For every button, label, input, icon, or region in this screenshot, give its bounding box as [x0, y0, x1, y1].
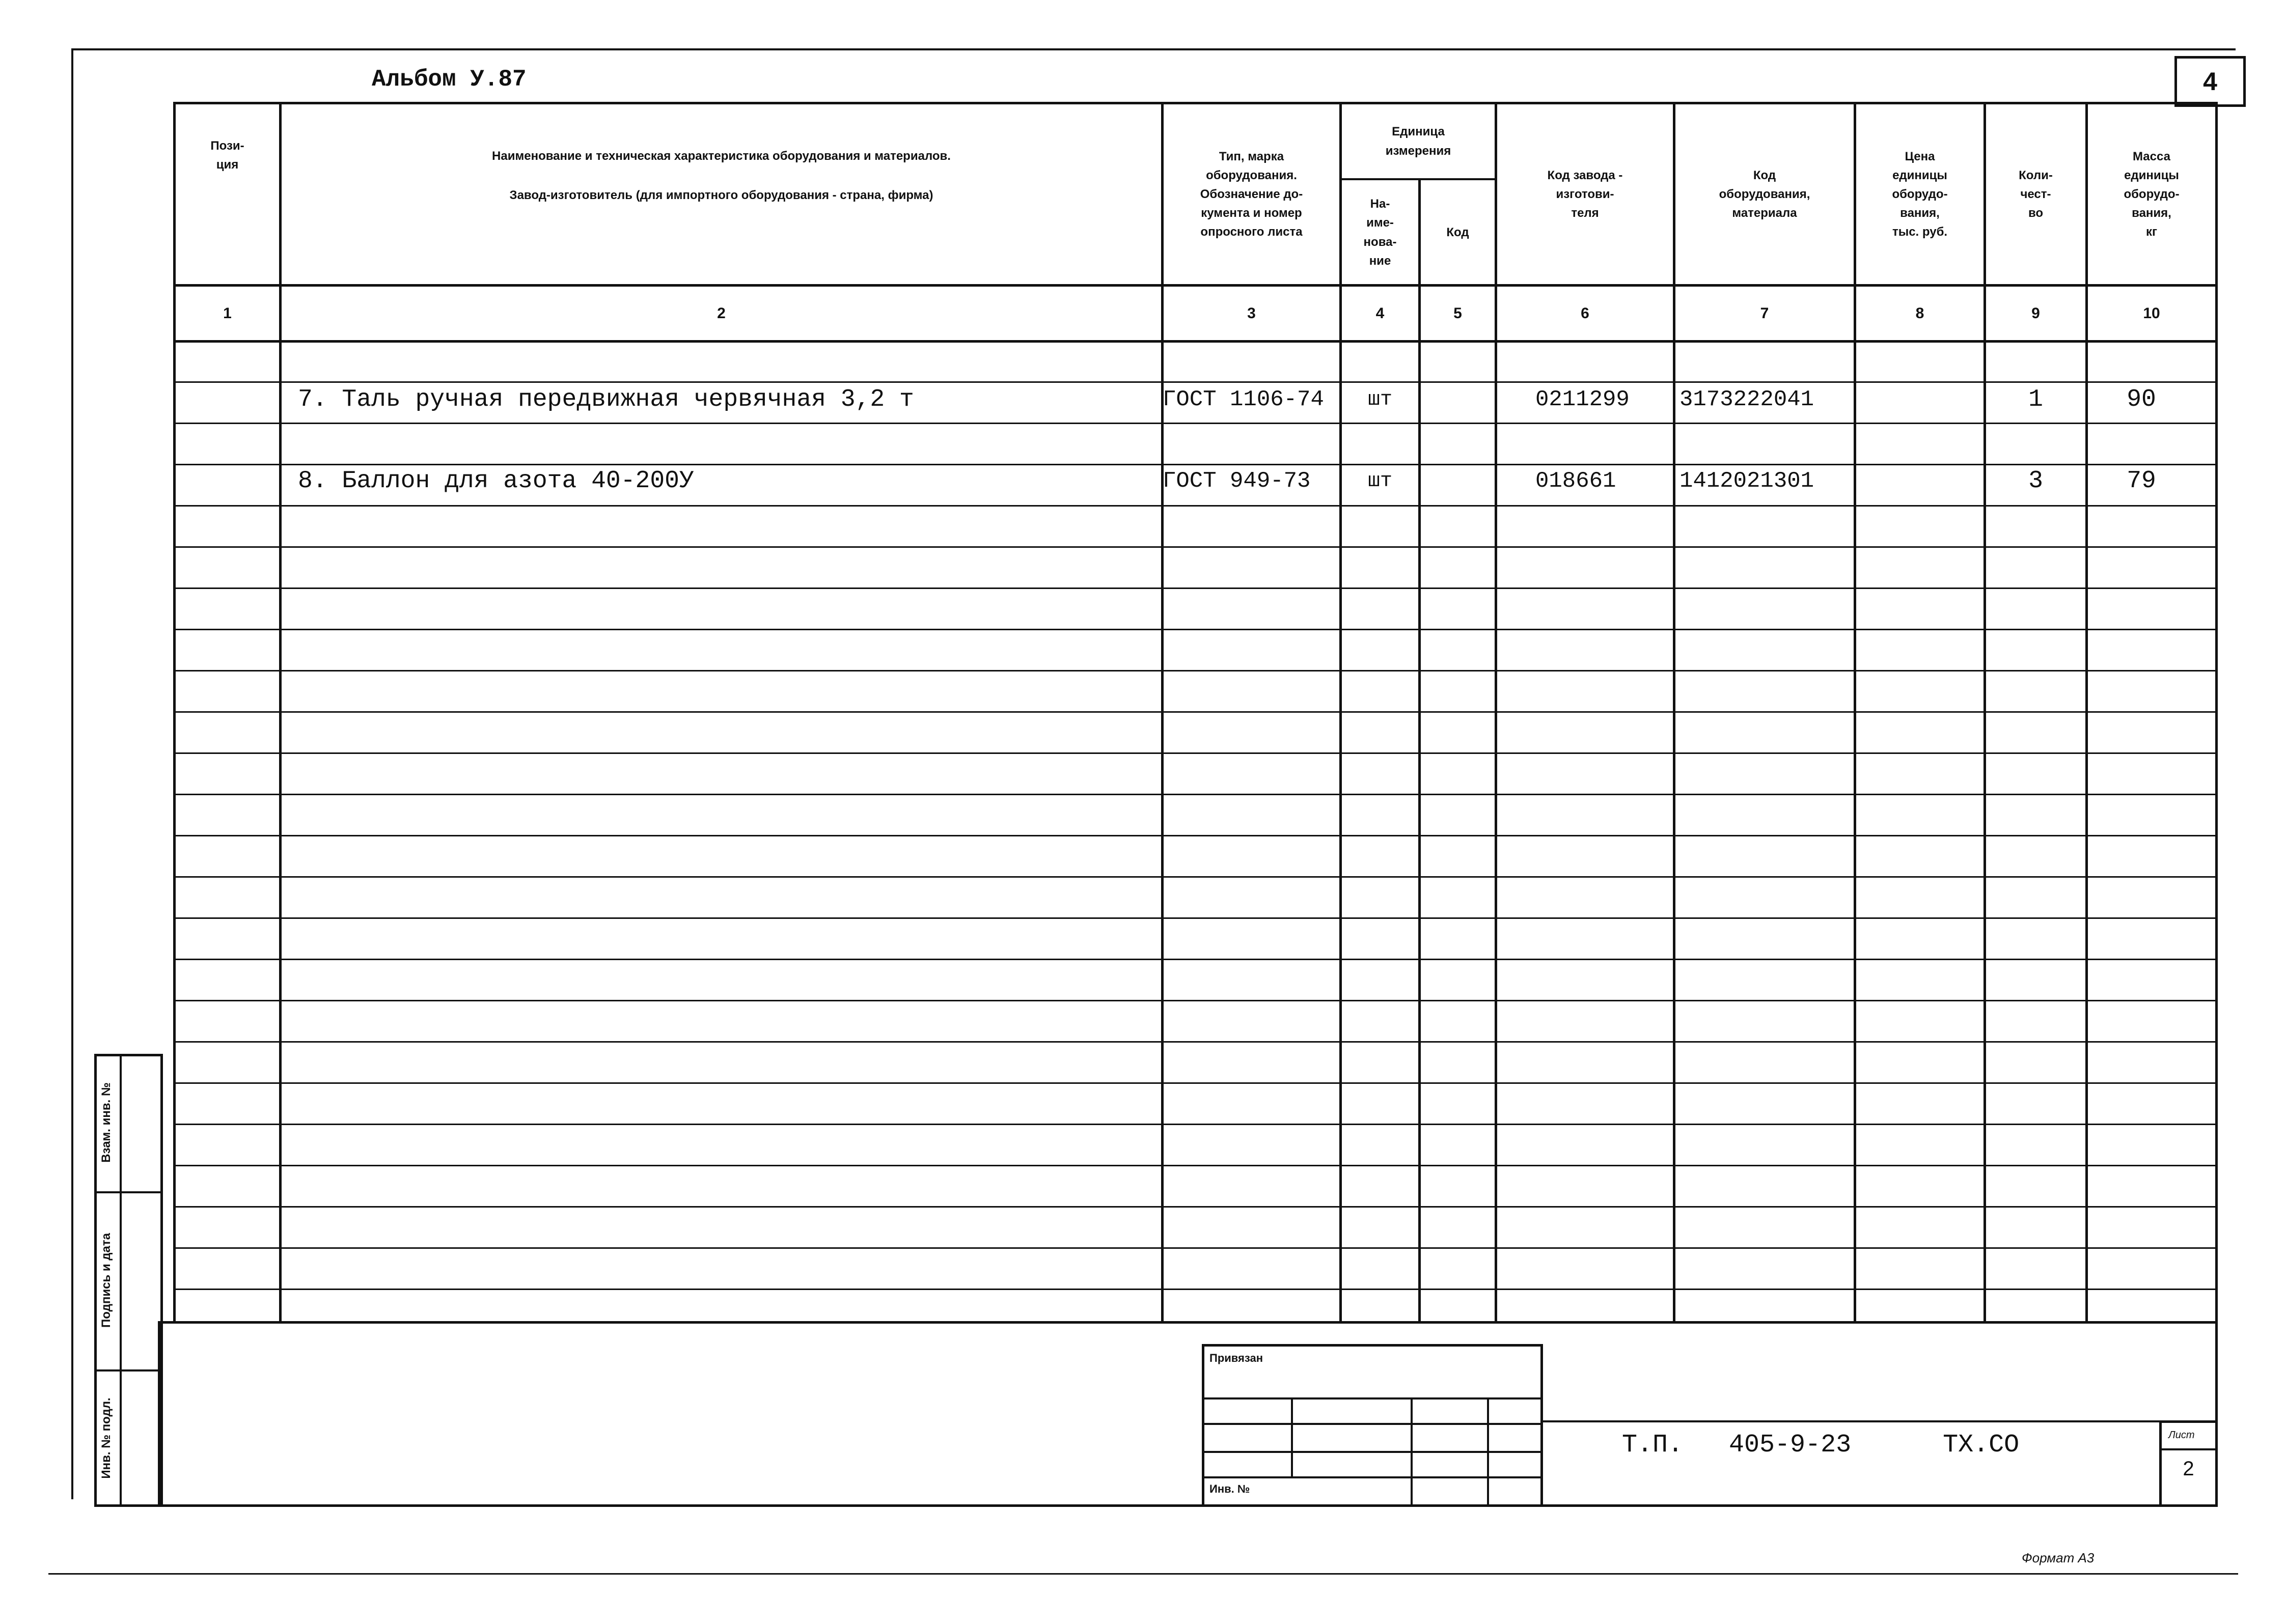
album-label: Альбом У.87: [372, 66, 527, 93]
header-equipment-code: Код оборудования, материала: [1719, 168, 1810, 220]
linked-label: Привязан: [1209, 1352, 1263, 1364]
row-1-unit-code: [1421, 379, 1495, 420]
row-2-price: [1856, 461, 1984, 501]
row-2-name: 8. Баллон для азота 40-200У: [298, 467, 694, 495]
bottom-page-line: [48, 1573, 2238, 1575]
row-rule-line: [173, 794, 2218, 795]
col-divider-1: [279, 102, 282, 1324]
row-1-quantity: 1: [2028, 386, 2043, 413]
col-divider-4: [1418, 178, 1421, 1324]
header-price: Цена единицы оборудо- вания, тыс. руб.: [1892, 149, 1948, 239]
row-rule-line: [173, 752, 2218, 754]
header-unit-name: На- име- нова- ние: [1363, 197, 1397, 268]
column-number-8: 8: [1915, 304, 1924, 322]
top-frame-line: [71, 48, 2236, 50]
row-rule-line: [173, 959, 2218, 960]
row-rule-line: [173, 629, 2218, 630]
row-rule-line: [173, 505, 2218, 507]
sheet-number: 2: [2183, 1457, 2194, 1480]
corner-sheet-number: 4: [2203, 67, 2217, 96]
column-number-5: 5: [1453, 304, 1462, 322]
row-rule-line: [173, 1124, 2218, 1125]
side-stamp-signature-date: Подпись и дата: [99, 1233, 113, 1328]
header-quantity: Коли- чест- во: [2019, 168, 2053, 220]
linked-row-3: [1202, 1451, 1543, 1453]
row-rule-line: [173, 423, 2218, 424]
row-rule-line: [173, 1041, 2218, 1043]
row-rule-line: [173, 1082, 2218, 1084]
inv-label: Инв. №: [1209, 1482, 1250, 1495]
header-position: Пози- ция: [210, 138, 244, 172]
top-left-frame-line: [71, 48, 73, 1499]
side-stamp-divider: [120, 1054, 122, 1507]
linked-col-3: [1487, 1397, 1489, 1507]
row-rule-line: [173, 1165, 2218, 1166]
row-2-unit-code: [1421, 461, 1495, 501]
linked-box: [1202, 1344, 1543, 1507]
header-type: Тип, марка оборудования. Обозначение до- кумента и номер опросного листа: [1200, 149, 1303, 239]
row-2-quantity: 3: [2028, 467, 2043, 495]
column-number-6: 6: [1581, 304, 1589, 322]
column-number-10: 10: [2143, 304, 2160, 322]
header-name: Наименование и техническая характеристика оборудования и материалов. Завод-изготовитель (для импортного оборудования - страна, фирма): [492, 149, 951, 202]
column-number-7: 7: [1760, 304, 1769, 322]
row-2-equipment-code: 1412021301: [1679, 468, 1814, 494]
linked-col-1: [1291, 1397, 1293, 1476]
row-rule-line: [173, 835, 2218, 836]
column-number-9: 9: [2031, 304, 2040, 322]
row-1-name: 7. Таль ручная передвижная червячная 3,2 т: [298, 386, 914, 413]
row-rule-line: [173, 587, 2218, 589]
header-mass: Масса единицы оборудо- вания, кг: [2124, 149, 2180, 239]
row-1-price: [1856, 379, 1984, 420]
row-rule-line: [173, 711, 2218, 713]
document-code: Т.П. 405-9-23 ТХ.СО: [1622, 1431, 2020, 1460]
format-label: Формат А3: [2022, 1550, 2095, 1565]
row-rule-line: [173, 1000, 2218, 1001]
col-divider-5: [1495, 102, 1497, 1324]
col-divider-7: [1854, 102, 1856, 1324]
row-rule-line: [173, 1206, 2218, 1208]
row-1-plant-code: 0211299: [1535, 387, 1630, 412]
header-plant-code: Код завода - изготови- теля: [1547, 168, 1623, 220]
column-number-3: 3: [1247, 304, 1256, 322]
col-divider-8: [1984, 102, 1986, 1324]
col-divider-2: [1161, 102, 1164, 1324]
header-unit-group: Единица измерения: [1385, 125, 1451, 158]
column-number-4: 4: [1375, 304, 1385, 322]
row-2-plant-code: 018661: [1535, 468, 1616, 494]
row-1-unit-name: шт: [1367, 388, 1392, 411]
linked-col-2: [1411, 1397, 1413, 1507]
title-block-line: [1543, 1420, 2218, 1422]
row-2-unit-name: шт: [1367, 469, 1392, 493]
column-number-1: 1: [223, 304, 232, 322]
column-numbers-bottom-line: [173, 340, 2218, 343]
side-stamp-original-inv: Инв. № подл.: [99, 1397, 113, 1479]
sheet-box-divider: [2159, 1448, 2218, 1450]
header-unit-code: Код: [1446, 225, 1469, 239]
row-1-equipment-code: 3173222041: [1679, 387, 1814, 412]
row-1-mass: 90: [2127, 386, 2156, 413]
row-rule-line: [173, 670, 2218, 671]
sheet-label: Лист: [2168, 1430, 2195, 1441]
row-rule-line: [173, 917, 2218, 919]
row-2-mass: 79: [2127, 467, 2156, 495]
row-rule-line: [173, 1247, 2218, 1249]
col-divider-6: [1673, 102, 1675, 1324]
col-divider-9: [2085, 102, 2088, 1324]
col-divider-3: [1339, 102, 1342, 1324]
row-rule-line: [173, 1289, 2218, 1290]
row-1-type: ГОСТ 1106-74: [1163, 387, 1324, 412]
linked-row-1: [1202, 1397, 1543, 1399]
column-number-2: 2: [717, 304, 726, 322]
side-stamp-replace-inv: Взам. инв. №: [99, 1082, 113, 1163]
bottom-block-frame: [158, 1321, 2218, 1507]
row-rule-line: [173, 876, 2218, 878]
row-2-type: ГОСТ 949-73: [1163, 468, 1311, 494]
linked-row-2: [1202, 1423, 1543, 1425]
linked-row-4: [1202, 1476, 1543, 1478]
row-rule-line: [173, 546, 2218, 548]
